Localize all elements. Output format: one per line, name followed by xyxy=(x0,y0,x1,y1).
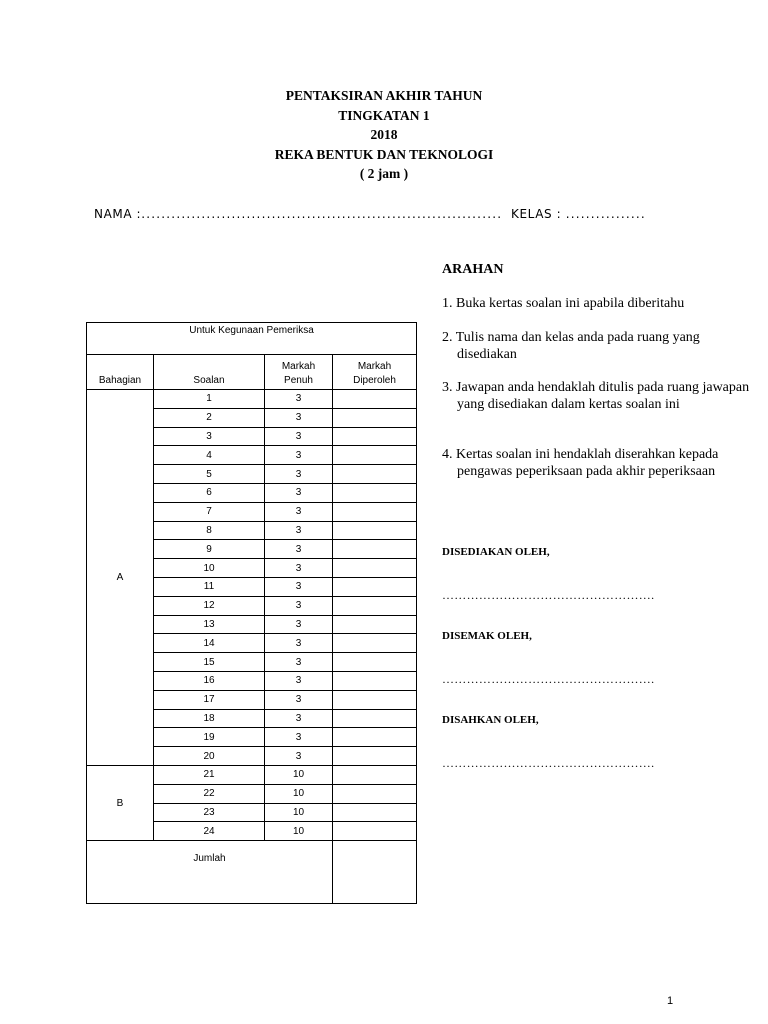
exam-year: 2018 xyxy=(370,127,398,142)
exam-form-level: TINGKATAN 1 xyxy=(338,107,430,123)
question-number: 9 xyxy=(154,540,265,559)
obtained-marks-cell[interactable] xyxy=(333,483,417,502)
full-marks: 3 xyxy=(265,483,333,502)
header-bahagian: Bahagian xyxy=(87,355,154,390)
question-number: 4 xyxy=(154,446,265,465)
full-marks: 3 xyxy=(265,671,333,690)
question-number: 21 xyxy=(154,765,265,784)
question-number: 8 xyxy=(154,521,265,540)
instruction-item: 2. Tulis nama dan kelas anda pada ruang yang disediakan xyxy=(442,330,700,362)
full-marks: 3 xyxy=(265,427,333,446)
question-number: 24 xyxy=(154,822,265,841)
full-marks: 3 xyxy=(265,634,333,653)
obtained-marks-cell[interactable] xyxy=(333,446,417,465)
question-number: 3 xyxy=(154,427,265,446)
instruction-item: 3. Jawapan anda hendaklah ditulis pada ruang jawapan yang disediakan dalam kertas soalan ini xyxy=(442,380,750,412)
obtained-marks-cell[interactable] xyxy=(333,465,417,484)
obtained-marks-cell[interactable] xyxy=(333,596,417,615)
question-number: 7 xyxy=(154,502,265,521)
obtained-marks-cell[interactable] xyxy=(333,784,417,803)
page-number: 1 xyxy=(667,995,674,1007)
question-number: 5 xyxy=(154,465,265,484)
question-number: 12 xyxy=(154,596,265,615)
exam-title: PENTAKSIRAN AKHIR TAHUN xyxy=(285,88,483,103)
table-row xyxy=(87,765,417,784)
approved-by-label: DISAHKAN OLEH, xyxy=(442,714,539,726)
obtained-marks-cell[interactable] xyxy=(333,728,417,747)
full-marks: 3 xyxy=(265,728,333,747)
obtained-marks-cell[interactable] xyxy=(333,502,417,521)
obtained-marks-cell[interactable] xyxy=(333,390,417,409)
question-number: 6 xyxy=(154,483,265,502)
question-number: 14 xyxy=(154,634,265,653)
obtained-marks-cell[interactable] xyxy=(333,521,417,540)
header-soalan: Soalan xyxy=(154,355,265,390)
prepared-by-signature-line[interactable]: ……………………………………………. xyxy=(442,588,655,602)
full-marks: 3 xyxy=(265,559,333,578)
exam-title-block xyxy=(0,86,768,184)
full-marks: 10 xyxy=(265,765,333,784)
class-dots: ................ xyxy=(565,207,646,221)
header-markah-penuh-label: Markah Penuh xyxy=(281,361,316,386)
approved-by-signature-line[interactable]: ……………………………………………. xyxy=(442,756,655,770)
exam-subject: REKA BENTUK DAN TEKNOLOGI xyxy=(274,146,494,162)
question-number: 10 xyxy=(154,559,265,578)
obtained-marks-cell[interactable] xyxy=(333,690,417,709)
total-obtained-cell[interactable] xyxy=(333,841,417,904)
full-marks: 3 xyxy=(265,540,333,559)
question-number: 18 xyxy=(154,709,265,728)
total-label: Jumlah xyxy=(87,841,333,904)
section-a-cell: A xyxy=(87,390,154,766)
question-number: 11 xyxy=(154,577,265,596)
obtained-marks-cell[interactable] xyxy=(333,615,417,634)
obtained-marks-cell[interactable] xyxy=(333,822,417,841)
table-caption: Untuk Kegunaan Pemeriksa xyxy=(87,323,417,355)
header-markah-penuh xyxy=(265,355,333,390)
full-marks: 10 xyxy=(265,784,333,803)
question-number: 20 xyxy=(154,747,265,766)
prepared-by-label: DISEDIAKAN OLEH, xyxy=(442,546,550,558)
full-marks: 3 xyxy=(265,521,333,540)
full-marks: 3 xyxy=(265,390,333,409)
full-marks: 3 xyxy=(265,615,333,634)
header-markah-diperoleh-label: Markah Diperoleh xyxy=(353,361,396,386)
name-dots: ........................................................................ xyxy=(141,207,503,221)
obtained-marks-cell[interactable] xyxy=(333,653,417,672)
question-number: 16 xyxy=(154,671,265,690)
full-marks: 3 xyxy=(265,446,333,465)
question-number: 19 xyxy=(154,728,265,747)
obtained-marks-cell[interactable] xyxy=(333,765,417,784)
full-marks: 3 xyxy=(265,690,333,709)
obtained-marks-cell[interactable] xyxy=(333,634,417,653)
full-marks: 10 xyxy=(265,822,333,841)
student-class-field[interactable] xyxy=(511,207,646,221)
full-marks: 3 xyxy=(265,653,333,672)
full-marks: 3 xyxy=(265,465,333,484)
obtained-marks-cell[interactable] xyxy=(333,671,417,690)
examiner-marks-table xyxy=(86,322,417,904)
obtained-marks-cell[interactable] xyxy=(333,559,417,578)
checked-by-signature-line[interactable]: ……………………………………………. xyxy=(442,672,655,686)
question-number: 17 xyxy=(154,690,265,709)
class-label: KELAS : xyxy=(511,207,562,221)
instruction-item: 4. Kertas soalan ini hendaklah diserahkan kepada pengawas peperiksaan pada akhir peperiksaan xyxy=(442,447,719,479)
obtained-marks-cell[interactable] xyxy=(333,427,417,446)
instructions-panel xyxy=(442,262,762,770)
obtained-marks-cell[interactable] xyxy=(333,408,417,427)
full-marks: 3 xyxy=(265,747,333,766)
obtained-marks-cell[interactable] xyxy=(333,747,417,766)
full-marks: 3 xyxy=(265,577,333,596)
question-number: 2 xyxy=(154,408,265,427)
full-marks: 3 xyxy=(265,596,333,615)
table-row xyxy=(87,390,417,409)
full-marks: 10 xyxy=(265,803,333,822)
obtained-marks-cell[interactable] xyxy=(333,803,417,822)
instructions-title: ARAHAN xyxy=(442,262,504,277)
obtained-marks-cell[interactable] xyxy=(333,709,417,728)
question-number: 15 xyxy=(154,653,265,672)
full-marks: 3 xyxy=(265,502,333,521)
instruction-item: 1. Buka kertas soalan ini apabila diberitahu xyxy=(442,296,685,311)
question-number: 13 xyxy=(154,615,265,634)
student-name-field[interactable] xyxy=(94,207,502,221)
obtained-marks-cell[interactable] xyxy=(333,577,417,596)
question-number: 22 xyxy=(154,784,265,803)
obtained-marks-cell[interactable] xyxy=(333,540,417,559)
question-number: 1 xyxy=(154,390,265,409)
exam-duration: ( 2 jam ) xyxy=(359,166,409,181)
question-number: 23 xyxy=(154,803,265,822)
section-b-cell: B xyxy=(87,765,154,840)
checked-by-label: DISEMAK OLEH, xyxy=(442,630,532,642)
name-label: NAMA : xyxy=(94,207,142,221)
full-marks: 3 xyxy=(265,408,333,427)
header-markah-diperoleh xyxy=(333,355,417,390)
full-marks: 3 xyxy=(265,709,333,728)
total-row xyxy=(87,841,417,904)
